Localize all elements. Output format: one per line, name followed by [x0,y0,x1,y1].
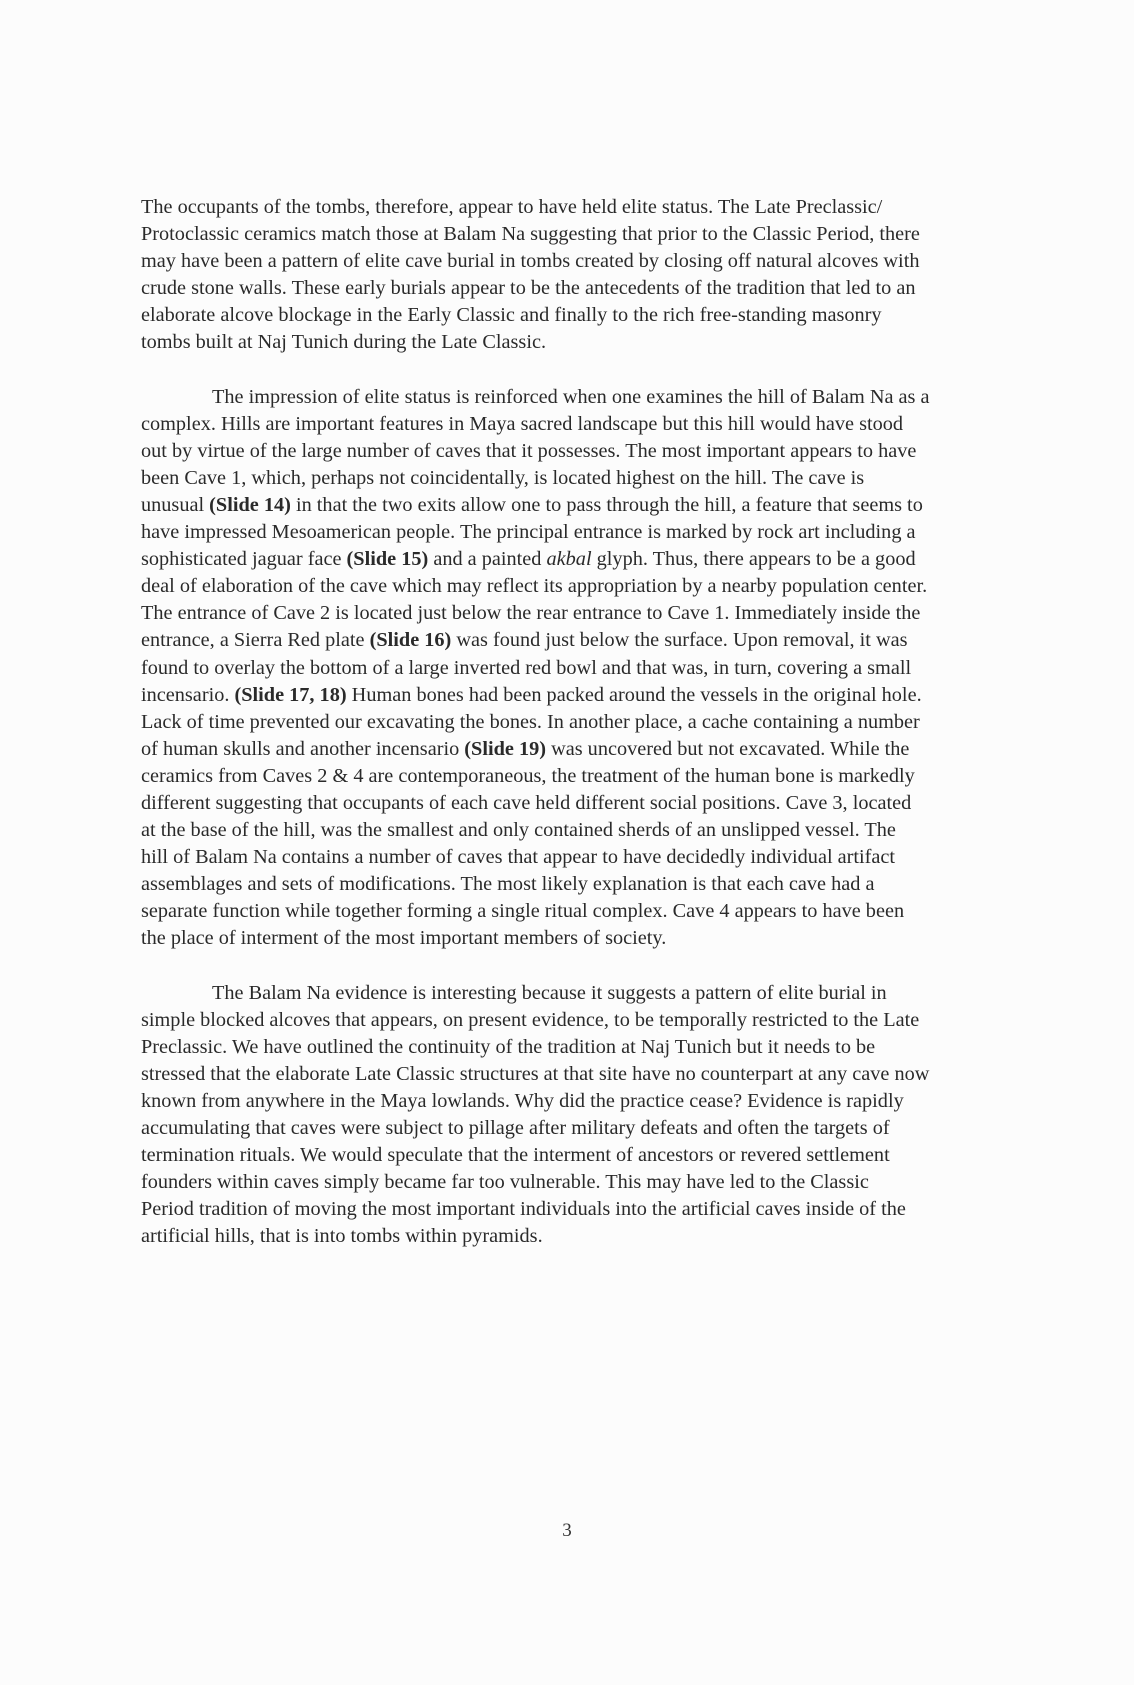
text-line: been Cave 1, which, perhaps not coincidentally, is located highest on the hill. The cave is [141,466,865,489]
text-line: may have been a pattern of elite cave burial in tombs created by closing off natural alcoves with [141,250,920,273]
text-line: deal of elaboration of the cave which may reflect its appropriation by a nearby population center. [141,575,928,598]
italic-term: akbal [546,548,592,571]
text-line: out by virtue of the large number of caves that it possesses. The most important appears to have [141,439,917,462]
text-run: unusual [141,493,210,516]
text-run: incensario. [141,683,235,706]
paragraph-1 [141,194,1051,357]
text-line: Lack of time prevented our excavating the bones. In another place, a cache containing a number [141,710,920,733]
text-run: of human skulls and another incensario [141,737,465,760]
text-line: Preclassic. We have outlined the continuity of the tradition at Naj Tunich but it needs to be [141,1035,876,1058]
text-line: hill of Balam Na contains a number of caves that appear to have decidedly individual artifact [141,846,896,869]
text-line: crude stone walls. These early burials appear to be the antecedents of the tradition that led to an [141,277,916,300]
text-line: Protoclassic ceramics match those at Balam Na suggesting that prior to the Classic Period, there [141,223,920,246]
slide-reference: (Slide 14) [209,493,291,516]
text-line: founders within caves simply became far too vulnerable. This may have led to the Classic [141,1171,869,1194]
text-line: The entrance of Cave 2 is located just below the rear entrance to Cave 1. Immediately inside the [141,602,921,625]
text-run: was uncovered but not excavated. While the [546,737,910,760]
text-line: assemblages and sets of modifications. The most likely explanation is that each cave had a [141,873,875,896]
slide-reference: (Slide 16) [369,629,452,652]
text-line: have impressed Mesoamerican people. The principal entrance is marked by rock art including a [141,521,916,544]
text-line: separate function while together forming a single ritual complex. Cave 4 appears to have been [141,900,905,923]
text-line: simple blocked alcoves that appears, on present evidence, to be temporally restricted to the Late [141,1008,920,1031]
page-number: 3 [562,1520,572,1541]
text-line [141,627,1051,654]
text-line: The Balam Na evidence is interesting because it suggests a pattern of elite burial in [212,981,887,1004]
text-line: artificial hills, that is into tombs within pyramids. [141,1225,543,1248]
text-line: The occupants of the tombs, therefore, appear to have held elite status. The Late Preclassic/ [141,196,883,218]
text-line [141,546,1051,573]
text-line: known from anywhere in the Maya lowlands. Why did the practice cease? Evidence is rapidly [141,1089,904,1112]
text-line: stressed that the elaborate Late Classic structures at that site have no counterpart at any cave now [141,1062,930,1085]
text-line [141,492,1051,519]
text-run: and a painted [428,548,547,571]
text-line: found to overlay the bottom of a large inverted red bowl and that was, in turn, covering a small [141,656,912,679]
text-run: was found just below the surface. Upon removal, it was [451,629,908,652]
text-run: in that the two exits allow one to pass through the hill, a feature that seems to [290,493,923,516]
body-text [141,194,1051,1277]
paragraph-3 [141,980,1051,1251]
text-run: Human bones had been packed around the vessels in the original hole. [346,683,922,706]
text-line: Period tradition of moving the most important individuals into the artificial caves inside of the [141,1198,906,1221]
text-run: sophisticated jaguar face [141,548,347,571]
text-line: complex. Hills are important features in Maya sacred landscape but this hill would have stood [141,412,904,435]
text-run: entrance, a Sierra Red plate [141,629,370,652]
text-line: ceramics from Caves 2 & 4 are contemporaneous, the treatment of the human bone is markedly [141,764,915,787]
text-line [141,682,1051,709]
text-line: tombs built at Naj Tunich during the Late Classic. [141,331,547,354]
slide-reference: (Slide 17, 18) [234,683,347,706]
text-line: termination rituals. We would speculate that the interment of ancestors or revered settlement [141,1144,890,1167]
text-line [141,736,1051,763]
paragraph-2 [141,384,1051,953]
text-line: at the base of the hill, was the smallest and only contained sherds of an unslipped vessel. The [141,819,896,842]
text-line: accumulating that caves were subject to pillage after military defeats and often the targets of [141,1117,890,1139]
text-line: different suggesting that occupants of each cave held different social positions. Cave 3, located [141,791,912,814]
text-run: glyph. Thus, there appears to be a good [591,548,916,571]
text-line: elaborate alcove blockage in the Early Classic and finally to the rich free-standing masonry [141,304,882,327]
text-line: the place of interment of the most important members of society. [141,927,667,950]
slide-reference: (Slide 15) [346,548,429,571]
slide-reference: (Slide 19) [464,737,546,760]
text-line: The impression of elite status is reinforced when one examines the hill of Balam Na as a [212,385,930,408]
